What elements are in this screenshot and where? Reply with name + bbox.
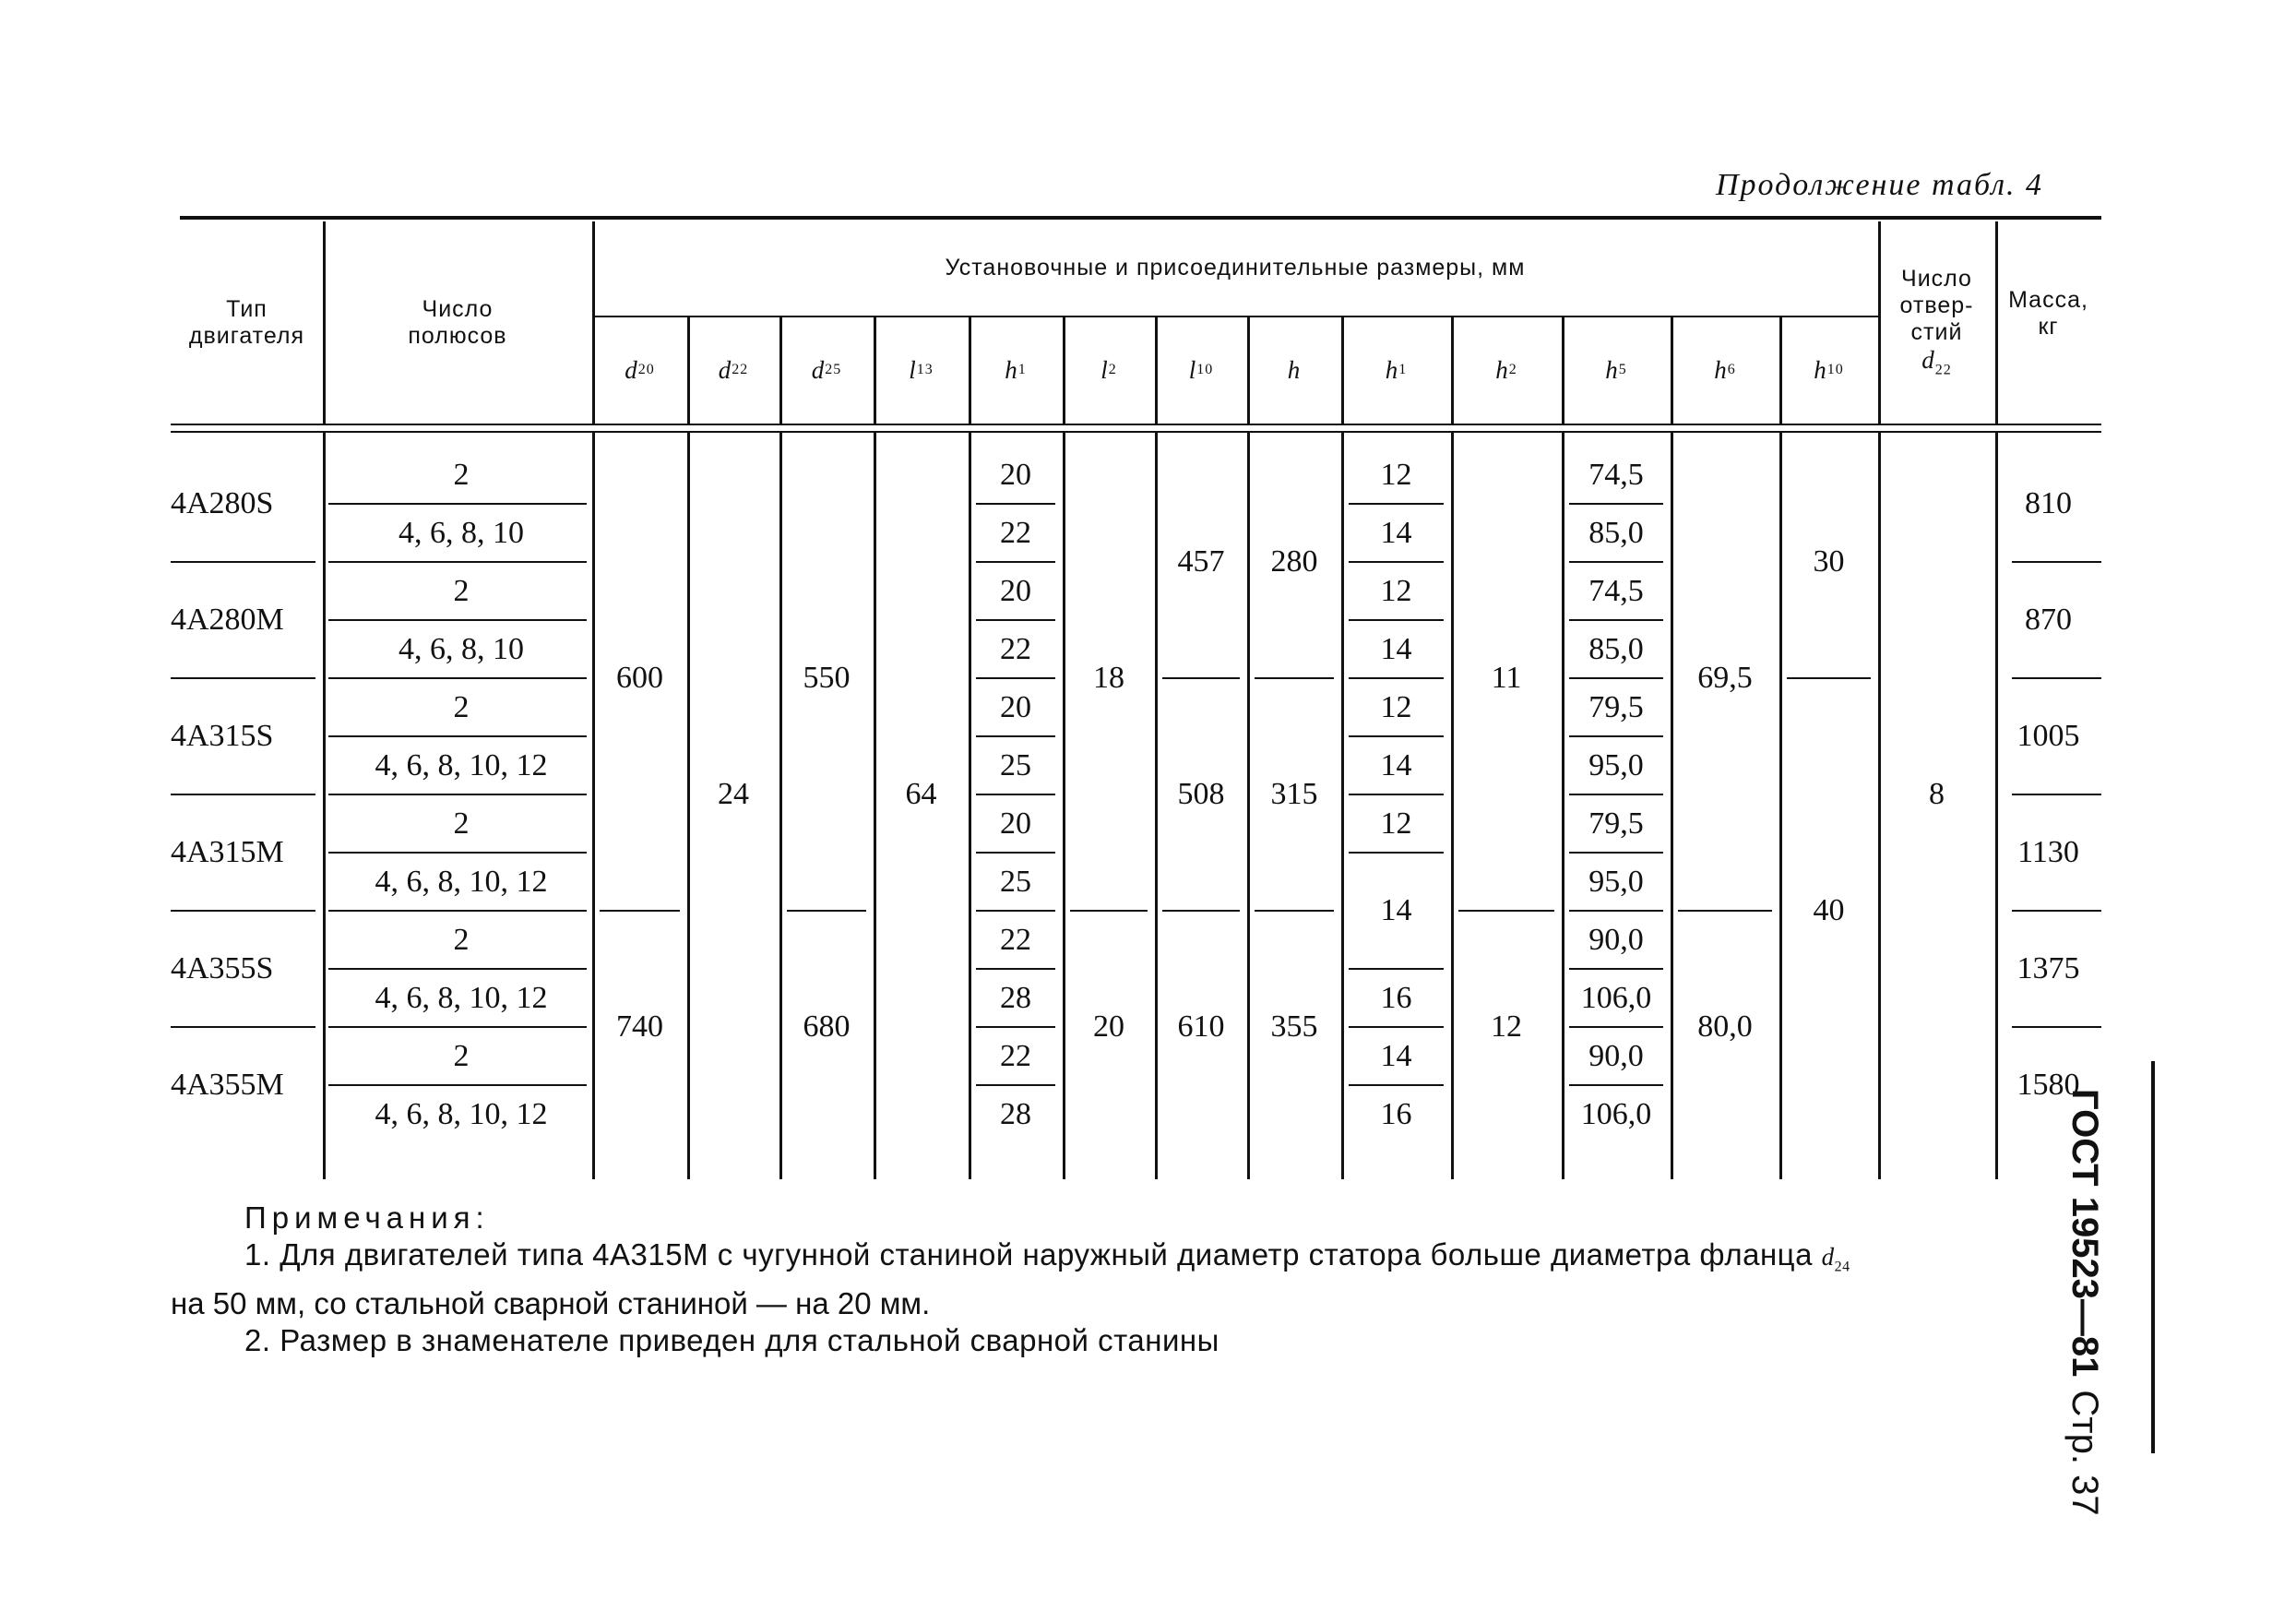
header-bottom-rule-2 — [171, 431, 2101, 433]
header-symbol-d20: d 20 — [625, 355, 655, 384]
h5-value: 74,5 — [1588, 573, 1644, 608]
header-symbol-l13: l 13 — [909, 355, 934, 384]
l13-value: 64 — [905, 777, 937, 811]
h5-value: 79,5 — [1588, 806, 1644, 841]
b1-value: 22 — [1000, 515, 1031, 550]
h10-value: 30 — [1813, 544, 1845, 579]
h5-value: 90,0 — [1588, 1038, 1644, 1073]
motor-type: 4A315S — [171, 719, 274, 753]
header-holes-line: отвер- — [1899, 293, 1974, 319]
l2-value: 18 — [1093, 661, 1124, 695]
b1-value: 20 — [1000, 457, 1031, 492]
h2-value: 12 — [1491, 1009, 1522, 1044]
h6-value: 69,5 — [1697, 661, 1753, 695]
pole-count: 4, 6, 8, 10, 12 — [375, 747, 548, 782]
pole-count: 2 — [453, 922, 470, 957]
h-value: 355 — [1270, 1009, 1318, 1044]
h-value: 280 — [1270, 544, 1318, 579]
l2-value: 20 — [1093, 1009, 1124, 1044]
mass-value: 1130 — [2017, 835, 2079, 869]
b1-value: 25 — [1000, 864, 1031, 899]
h1-value: 16 — [1380, 980, 1412, 1015]
pole-count: 4, 6, 8, 10 — [399, 515, 524, 550]
header-symbol-h2: h 2 — [1495, 355, 1517, 384]
header-symbol-h: h — [1287, 355, 1302, 384]
header-mass: Масса, кг — [2008, 287, 2088, 340]
header-holes-line: стий — [1910, 318, 1963, 345]
h1-value: 12 — [1380, 457, 1412, 492]
note-1-cont: на 50 мм, со стальной сварной станиной — на 20 мм. — [171, 1286, 931, 1321]
side-stamp — [2059, 1089, 2111, 1532]
h1-value: 12 — [1380, 806, 1412, 841]
header-bottom-rule — [171, 424, 2101, 425]
header-pole-count: Число полюсов — [408, 295, 507, 349]
pole-count: 2 — [453, 1038, 470, 1073]
header-holes-symbol: $d_{22}$ — [1921, 345, 1952, 378]
header-symbol-h1: h 1 — [1005, 355, 1027, 384]
page-number: Стр. 37 — [2064, 1390, 2106, 1516]
h1-value: 14 — [1380, 631, 1412, 666]
table-caption: Продолжение табл. 4 — [1716, 168, 2044, 202]
standard-code: ГОСТ 19523—81 — [2064, 1089, 2106, 1378]
pole-count: 2 — [453, 689, 470, 724]
b1-value: 22 — [1000, 1038, 1031, 1073]
header-dimensions-group: Установочные и присоединительные размеры, мм — [945, 254, 1526, 281]
h5-value: 85,0 — [1588, 515, 1644, 550]
header-symbol-h6: h 6 — [1714, 355, 1736, 384]
h5-value: 79,5 — [1588, 689, 1644, 724]
d22-value: 24 — [718, 777, 749, 811]
h1-value: 12 — [1380, 689, 1412, 724]
motor-type: 4A355M — [171, 1068, 284, 1102]
side-stamp-rule — [2151, 1061, 2155, 1453]
header-symbol-h10: h 10 — [1814, 355, 1844, 384]
pole-count: 4, 6, 8, 10, 12 — [375, 980, 548, 1015]
pole-count: 2 — [453, 573, 470, 608]
h5-value: 85,0 — [1588, 631, 1644, 666]
header-holes-count — [1878, 221, 1995, 424]
b1-value: 20 — [1000, 806, 1031, 841]
header-symbol-h5: h 5 — [1605, 355, 1627, 384]
h1-value: 12 — [1380, 573, 1412, 608]
header-symbol-d22: d 22 — [718, 355, 749, 384]
header-symbol-d25: d 25 — [811, 355, 842, 384]
d25-value: 680 — [803, 1009, 851, 1044]
pole-count: 4, 6, 8, 10 — [399, 631, 524, 666]
mass-value: 870 — [2025, 603, 2072, 637]
header-symbol-l2: l 2 — [1100, 355, 1117, 384]
h5-value: 95,0 — [1588, 747, 1644, 782]
h1-value: 14 — [1380, 1038, 1412, 1073]
note-2: 2. Размер в знаменателе приведен для стальной сварной станины — [244, 1323, 1219, 1358]
motor-type: 4A355S — [171, 951, 274, 985]
h2-value: 11 — [1491, 661, 1522, 695]
d20-value: 600 — [616, 661, 663, 695]
b1-value: 20 — [1000, 573, 1031, 608]
mass-value: 1005 — [2016, 719, 2080, 753]
h5-value: 106,0 — [1580, 1096, 1652, 1131]
pole-count: 2 — [453, 457, 470, 492]
h1-value: 14 — [1380, 515, 1412, 550]
column-divider — [323, 431, 326, 1179]
l10-value: 508 — [1177, 777, 1225, 811]
pole-count: 2 — [453, 806, 470, 841]
motor-type: 4A280M — [171, 603, 284, 637]
b1-value: 28 — [1000, 980, 1031, 1015]
h1-value: 16 — [1380, 1096, 1412, 1131]
notes — [171, 1200, 2108, 1359]
h-value: 315 — [1270, 777, 1318, 811]
b1-value: 25 — [1000, 747, 1031, 782]
h5-value: 95,0 — [1588, 864, 1644, 899]
h1-value: 14 — [1380, 893, 1412, 927]
pole-count: 4, 6, 8, 10, 12 — [375, 1096, 548, 1131]
l10-value: 610 — [1177, 1009, 1225, 1044]
motor-type: 4A280S — [171, 486, 274, 520]
header-symbol-l10: l 10 — [1188, 355, 1214, 384]
h1-value: 14 — [1380, 747, 1412, 782]
d25-value: 550 — [803, 661, 851, 695]
h10-value: 40 — [1813, 893, 1845, 927]
note-1: 1. Для двигателей типа 4А315М с чугунной станиной наружный диаметр статора больше диаметра фланца $d_{24}$ — [244, 1237, 1850, 1275]
motor-type: 4A315M — [171, 835, 284, 869]
holes-value: 8 — [1929, 777, 1945, 811]
b1-value: 22 — [1000, 631, 1031, 666]
mass-value: 810 — [2025, 486, 2072, 520]
h5-value: 106,0 — [1580, 980, 1652, 1015]
h5-value: 74,5 — [1588, 457, 1644, 492]
b1-value: 28 — [1000, 1096, 1031, 1131]
b1-value: 20 — [1000, 689, 1031, 724]
table-top-rule — [180, 216, 2101, 220]
l10-value: 457 — [1177, 544, 1225, 579]
header-motor-type: Тип двигателя — [188, 295, 305, 349]
header-symbol-h1: h 1 — [1385, 355, 1408, 384]
mass-value: 1375 — [2016, 951, 2080, 985]
pole-count: 4, 6, 8, 10, 12 — [375, 864, 548, 899]
header-holes-line: Число — [1901, 266, 1972, 293]
mass-value: 1580 — [2016, 1068, 2080, 1102]
b1-value: 22 — [1000, 922, 1031, 957]
d20-value: 740 — [616, 1009, 663, 1044]
notes-title: Примечания: — [244, 1200, 490, 1235]
h5-value: 90,0 — [1588, 922, 1644, 957]
h6-value: 80,0 — [1697, 1009, 1753, 1044]
